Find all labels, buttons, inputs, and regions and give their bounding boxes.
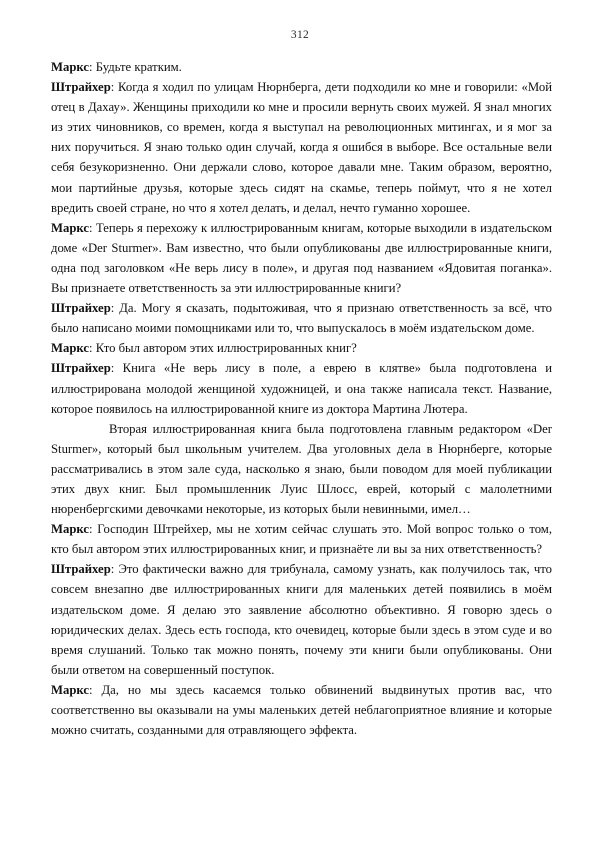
paragraph-text: Кто был автором этих иллюстрированных книг?: [95, 341, 357, 356]
transcript-paragraph: [51, 57, 552, 77]
transcript-paragraph: [51, 338, 552, 358]
paragraph-text: Да. Могу я сказать, подытоживая, что я признаю ответственность за всё, что было написано моими помощниками или то, что выпускалось в моём издательском доме.: [51, 301, 552, 336]
speaker-separator: :: [110, 562, 119, 577]
transcript-paragraph: [51, 419, 552, 519]
page-body: [51, 57, 552, 740]
transcript-paragraph: [51, 77, 552, 218]
speaker-separator: :: [89, 522, 98, 537]
paragraph-text: Это фактически важно для трибунала, самому узнать, как получилось так, что совсем внезапно две иллюстрированных книги для маленьких детей появились в моём издательском доме. Я делаю это заявление абсолютно объективно. Я говорю здесь о юридических делах. Здесь есть господа, кто очевидец, которые были здесь в этом суде и во время слушаний. Только так можно понять, почему эти книги были опубликованы. Они были ответом на совершенный поступок.: [51, 562, 552, 677]
paragraph-text: Теперь я перехожу к иллюстрированным книгам, которые выходили в издательском доме «Der Sturmer». Вам известно, что были опубликованы две иллюстрированные книги, одна под заголовком «Не верь лису в поле», и другая под названием «Ядовитая поганка». Вы признаете ответственность за эти иллюстрированные книги?: [51, 220, 553, 296]
paragraph-text: Будьте кратким.: [95, 60, 182, 74]
speaker-name: Маркс: [51, 60, 90, 74]
speaker-name: Штрайхер: [51, 361, 111, 376]
page-number: 312: [290, 29, 310, 41]
paragraph-text: Вторая иллюстрированная книга была подготовлена главным редактором «Der Sturmer», который был школьным учителем. Два уголовных дела в Нюрнберге, которые рассматривались в этом зале суда, насколько я знаю, были поводом для моей публикации этих двух книг. Был промышленник Луис Шлосс, еврей, который с малолетними нюренбергскими девочками некоторые, из которых были невинными, имел…: [51, 421, 552, 517]
paragraph-text: Книга «Не верь лису в поле, а еврею в клятве» была подготовлена и иллюстрирована молодой женщиной художницей, и она также написала текст. Название, которое появилось на иллюстрированной книге из доктора Мартина Лютера.: [51, 361, 553, 416]
transcript-paragraph: [51, 519, 552, 559]
speaker-separator: :: [89, 220, 97, 235]
transcript-paragraph: [51, 298, 552, 338]
transcript-paragraph: [51, 559, 552, 680]
speaker-name: Маркс: [51, 341, 90, 356]
speaker-separator: :: [89, 60, 96, 74]
speaker-separator: :: [89, 341, 96, 356]
speaker-name: Маркс: [51, 682, 90, 697]
paragraph-text: Когда я ходил по улицам Нюрнберга, дети подходили ко мне и говорили: «Мой отец в Дахау». Женщины приходили ко мне и просили вернуть своих мужей. Я знал многих из этих чиновников, со времен, когда я выступал на революционных митингах, и я мог за них поручиться. Я знаю только один случай, когда я ошибся в выборе. Все остальные вели себя безукоризненно. Они держали слово, которое давали мне. Таким образом, вероятно, мои партийные друзья, которые здесь сидят на скамье, теперь поймут, что я не хотел вредить своей стране, но что я хотел делать, и делал, нечто гуманно хорошее.: [51, 80, 552, 215]
speaker-separator: :: [110, 301, 120, 316]
transcript-paragraph: [51, 218, 552, 298]
paragraph-text: Господин Штрейхер, мы не хотим сейчас слушать это. Мой вопрос только о том, кто был автором этих иллюстрированных книг, и признаёте ли вы за них ответственность?: [51, 522, 552, 557]
speaker-name: Маркс: [51, 220, 90, 235]
speaker-separator: :: [89, 682, 102, 697]
speaker-separator: :: [110, 80, 119, 95]
speaker-name: Штрайхер: [51, 80, 111, 95]
speaker-name: Штрайхер: [51, 301, 111, 316]
transcript-paragraph: [51, 358, 552, 418]
speaker-name: Штрайхер: [51, 562, 111, 577]
speaker-name: Маркс: [51, 522, 90, 537]
transcript-paragraph: [51, 680, 552, 740]
speaker-separator: :: [110, 361, 123, 376]
paragraph-text: Да, но мы здесь касаемся только обвинений выдвинутых против вас, что соответственно вы оказывали на умы маленьких детей неблагоприятное влияние и которые можно считать, созданными для отравляющего эффекта.: [51, 682, 552, 738]
